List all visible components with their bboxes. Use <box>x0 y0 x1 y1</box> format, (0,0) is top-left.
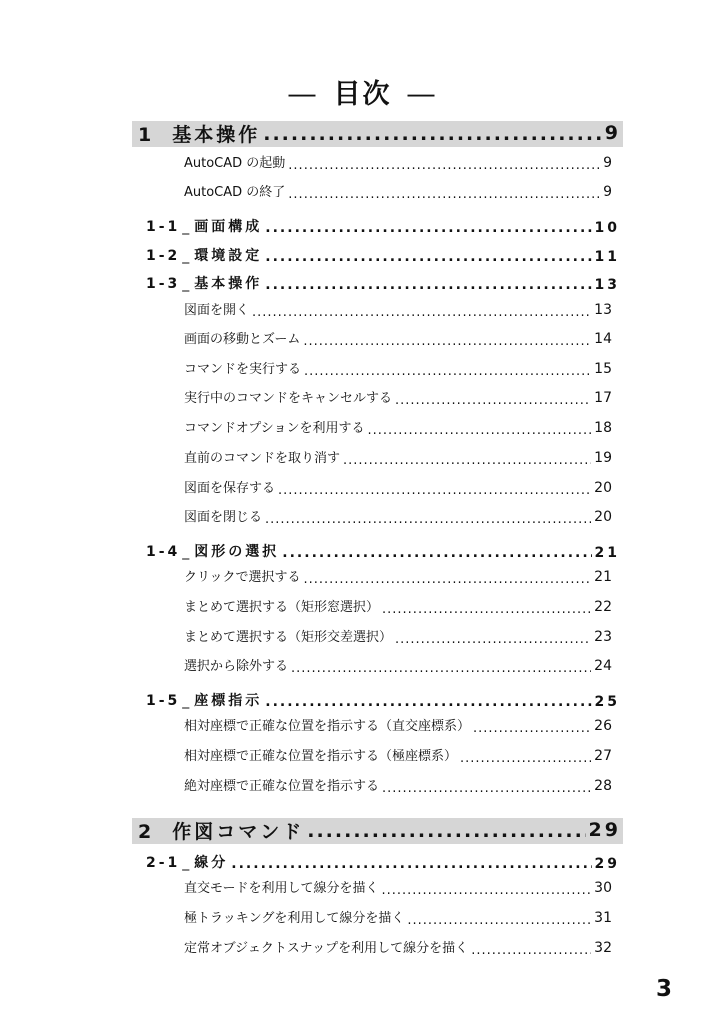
toc-entry-label <box>184 478 275 496</box>
toc-leader-dots <box>304 364 591 377</box>
toc-entry-text: 作図コマンド <box>172 820 305 843</box>
toc-entry-label <box>146 541 279 561</box>
toc-item <box>184 746 612 764</box>
toc-leader-dots <box>282 547 591 561</box>
toc-entry-text: 図面を開く <box>184 303 250 318</box>
toc-leader-dots <box>307 818 585 843</box>
toc-section <box>146 273 620 293</box>
toc-entry-text: まとめて選択する（矩形交差選択） <box>184 630 393 645</box>
toc-leader-dots <box>263 121 602 146</box>
toc-item <box>184 448 612 466</box>
toc-item <box>184 300 612 318</box>
toc-entry-label <box>146 690 262 710</box>
toc-entry-page: 20 <box>594 480 612 496</box>
toc-entry-page: 21 <box>594 545 620 561</box>
toc-entry-text: 図形の選択 <box>194 544 280 560</box>
toc-entry-number: 2 <box>138 820 155 843</box>
toc-entry-label <box>184 388 392 406</box>
toc-leader-dots <box>473 721 591 734</box>
toc-entry-label <box>184 418 364 436</box>
toc-chapter <box>132 121 623 147</box>
toc-leader-dots <box>265 251 591 265</box>
toc-entry-label <box>184 938 468 956</box>
toc-leader-dots <box>382 602 591 615</box>
toc-entry-text: コマンドオプションを利用する <box>184 421 365 436</box>
toc-leader-dots <box>395 393 591 406</box>
toc-entry-page: 29 <box>588 819 621 841</box>
toc-entry-page: 24 <box>594 658 612 674</box>
toc-entry-page: 20 <box>594 509 612 525</box>
toc-entry-separator: _ <box>182 855 193 871</box>
toc-entry-text: AutoCAD の終了 <box>184 185 286 200</box>
toc-entry-page: 10 <box>594 220 620 236</box>
toc-entry-label <box>138 121 260 147</box>
toc-entry-page: 31 <box>594 910 612 926</box>
toc-section <box>146 216 620 236</box>
toc-entry-page: 9 <box>604 122 621 144</box>
toc-entry-text: 選択から除外する <box>184 659 289 674</box>
toc-entry-label <box>184 716 470 734</box>
toc-entry-label <box>184 359 301 377</box>
toc-entry-text: 環境設定 <box>194 248 263 264</box>
toc-leader-dots <box>343 453 591 466</box>
toc-entry-page: 13 <box>594 277 620 293</box>
toc-entry-text: 基本操作 <box>194 276 263 292</box>
title-dash-right: ― <box>407 79 437 110</box>
toc-item <box>184 388 612 406</box>
toc-entry-page: 23 <box>594 629 612 645</box>
toc-entry-text: 直前のコマンドを取り消す <box>184 451 341 466</box>
toc-item <box>184 938 612 956</box>
toc-entry-label <box>184 507 262 525</box>
toc-item <box>184 656 612 674</box>
toc-entry-text: 基本操作 <box>172 123 261 146</box>
title-text: 目次 <box>333 79 392 110</box>
toc-entry-label <box>184 182 285 200</box>
toc-entry-page: 22 <box>594 599 612 615</box>
toc-entry-page: 14 <box>594 331 612 347</box>
toc-item <box>184 153 612 171</box>
toc-item <box>184 627 612 645</box>
toc-leader-dots <box>407 913 591 926</box>
toc-item <box>184 418 612 436</box>
toc-leader-dots <box>265 696 591 710</box>
toc-entry-page: 13 <box>594 302 612 318</box>
toc-leader-dots <box>278 483 591 496</box>
toc-entry-separator: _ <box>182 248 193 264</box>
toc-entry-number: 1-4 <box>146 544 181 560</box>
toc-item <box>184 908 612 926</box>
toc-entry-number: 1-2 <box>146 248 181 264</box>
toc-item <box>184 878 612 896</box>
toc-entry-text: 座標指示 <box>194 693 263 709</box>
toc-entry-label <box>184 153 285 171</box>
toc-leader-dots <box>291 661 591 674</box>
toc-entry-label <box>184 656 288 674</box>
toc-entry-text: クリックで選択する <box>184 570 301 585</box>
toc-entry-page: 11 <box>594 249 620 265</box>
toc-leader-dots <box>367 423 591 436</box>
toc-entry-text: 絶対座標で正確な位置を指示する <box>184 779 380 794</box>
toc-entry-text: 実行中のコマンドをキャンセルする <box>184 391 393 406</box>
page-number: 3 <box>655 976 672 1002</box>
toc-entry-page: 29 <box>594 856 620 872</box>
toc-entry-text: AutoCAD の起動 <box>184 156 286 171</box>
toc-item <box>184 567 612 585</box>
toc-leader-dots <box>382 781 591 794</box>
toc-entry-separator: _ <box>182 276 193 292</box>
toc-entry-text: コマンドを実行する <box>184 362 302 377</box>
toc-entry-text: 相対座標で正確な位置を指示する（直交座標系） <box>184 719 471 734</box>
toc-entry-page: 30 <box>594 880 612 896</box>
toc-leader-dots <box>265 222 591 236</box>
toc-item <box>184 716 612 734</box>
toc-entry-text: 相対座標で正確な位置を指示する（極座標系） <box>184 749 458 764</box>
toc-item <box>184 359 612 377</box>
toc-entry-number: 1-1 <box>146 219 181 235</box>
toc-entry-label <box>184 448 340 466</box>
toc-entry-text: 直交モードを利用して線分を描く <box>184 881 379 896</box>
toc-leader-dots <box>381 883 591 896</box>
toc-leader-dots <box>288 187 600 200</box>
toc-entry-page: 26 <box>594 718 612 734</box>
toc-entry-label <box>146 852 228 872</box>
toc-entry-label <box>146 273 262 293</box>
toc-entry-page: 15 <box>594 361 612 377</box>
toc-section <box>146 690 620 710</box>
toc-entry-text: 画面構成 <box>194 219 263 235</box>
toc-entry-label <box>184 567 300 585</box>
toc-item <box>184 776 612 794</box>
toc-entry-label <box>146 216 262 236</box>
toc-entry-text: 画面の移動とズーム <box>184 332 301 347</box>
toc-leader-dots <box>471 943 591 956</box>
toc-entry-text: 図面を閉じる <box>184 510 263 525</box>
toc-entry-label <box>184 300 249 318</box>
toc-entry-text: まとめて選択する（矩形窓選択） <box>184 600 380 615</box>
toc-leader-dots <box>288 158 600 171</box>
toc-item <box>184 507 612 525</box>
toc-leader-dots <box>252 305 591 318</box>
toc-section <box>146 541 620 561</box>
toc-entry-page: 25 <box>594 694 620 710</box>
toc-entry-separator: _ <box>182 544 193 560</box>
toc-section <box>146 245 620 265</box>
toc-entry-page: 28 <box>594 778 612 794</box>
toc-entry-label <box>184 908 404 926</box>
toc-chapter <box>132 818 623 844</box>
toc-entry-page: 17 <box>594 390 612 406</box>
toc-entry-number: 2-1 <box>146 855 181 871</box>
toc-entry-text: 定常オブジェクトスナップを利用して線分を描く <box>184 941 469 956</box>
toc-leader-dots <box>265 279 591 293</box>
toc-entry-label <box>138 818 304 844</box>
toc-entry-label <box>184 597 379 615</box>
toc-entry-number: 1-5 <box>146 693 181 709</box>
toc-item <box>184 182 612 200</box>
toc-leader-dots <box>460 751 591 764</box>
toc-section <box>146 852 620 872</box>
toc-entry-text: 線分 <box>194 855 229 871</box>
toc-entry-text: 図面を保存する <box>184 481 276 496</box>
toc-entry-label <box>184 776 379 794</box>
toc-leader-dots <box>303 334 591 347</box>
toc-entry-label <box>184 746 457 764</box>
toc-entry-label <box>184 878 378 896</box>
toc-entry-label <box>184 329 300 347</box>
toc-entry-separator: _ <box>182 693 193 709</box>
toc-leader-dots <box>395 632 591 645</box>
toc-entry-label <box>184 627 392 645</box>
toc-leader-dots <box>303 572 591 585</box>
toc-entry-page: 32 <box>594 940 612 956</box>
toc-item <box>184 597 612 615</box>
toc-entry-label <box>146 245 262 265</box>
toc-leader-dots <box>265 512 591 525</box>
toc-entry-page: 18 <box>594 420 612 436</box>
toc-entry-separator: _ <box>182 219 193 235</box>
title-dash-left: ― <box>288 79 318 110</box>
toc-leader-dots <box>231 858 591 872</box>
toc-entry-page: 27 <box>594 748 612 764</box>
toc-item <box>184 478 612 496</box>
toc-item <box>184 329 612 347</box>
toc-entry-page: 9 <box>603 184 612 200</box>
toc-entry-number: 1-3 <box>146 276 181 292</box>
toc-entry-page: 21 <box>594 569 612 585</box>
toc-entry-page: 9 <box>603 155 612 171</box>
toc-entry-text: 極トラッキングを利用して線分を描く <box>184 911 405 926</box>
toc-entry-number: 1 <box>138 123 155 146</box>
toc-entry-page: 19 <box>594 450 612 466</box>
